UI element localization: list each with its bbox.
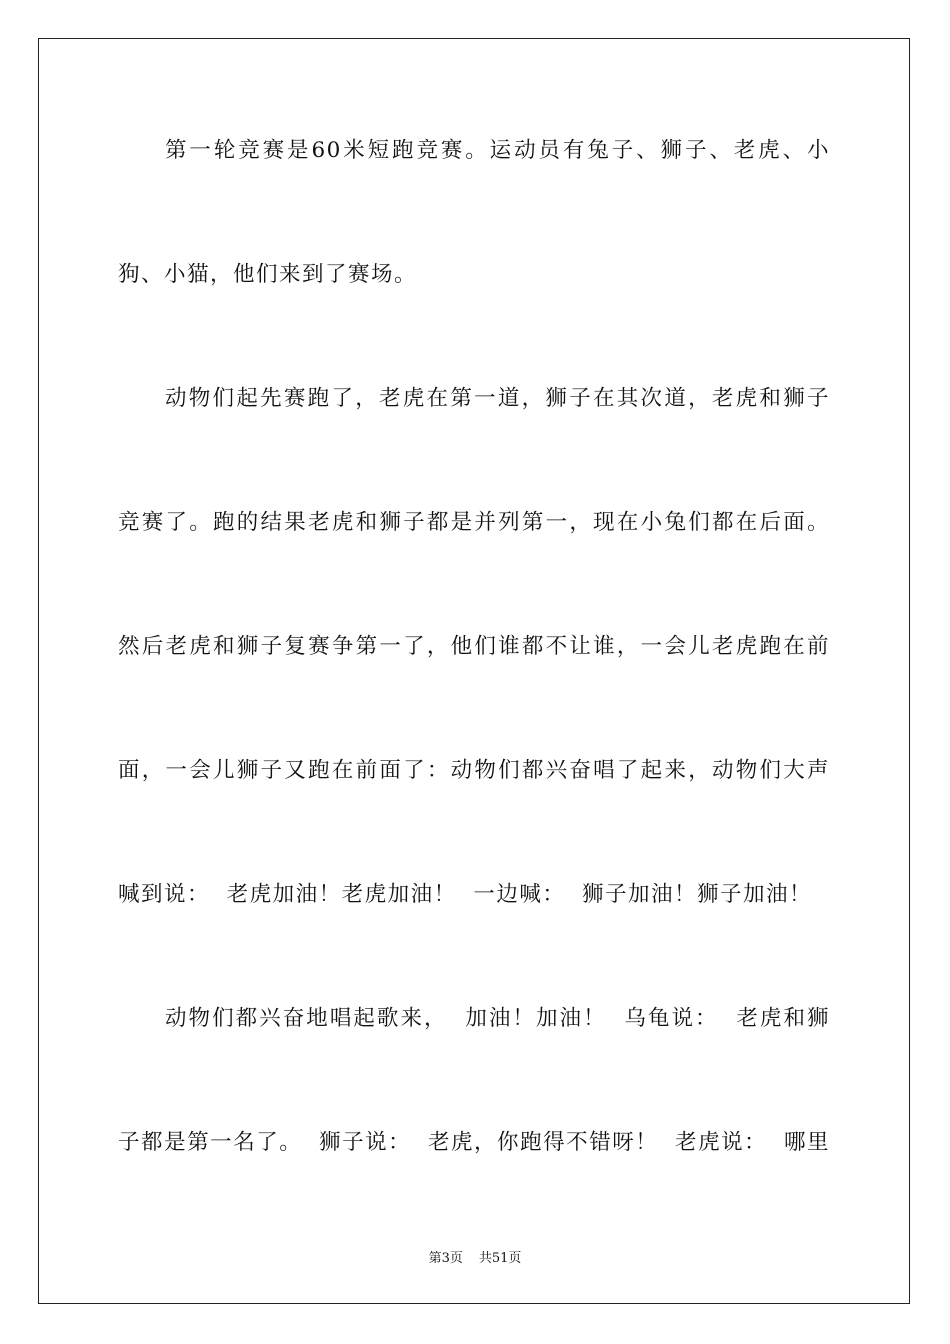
text-line-1: 第一轮竞赛是60米短跑竞赛。运动员有兔子、狮子、老虎、小: [165, 138, 830, 163]
text-line-5: 然后老虎和狮子复赛争第一了，他们谁都不让谁，一会儿老虎跑在前: [118, 634, 830, 659]
text-line-4: 竞赛了。跑的结果老虎和狮子都是并列第一，现在小兔们都在后面。: [118, 510, 830, 535]
text-line-3: 动物们起先赛跑了，老虎在第一道，狮子在其次道，老虎和狮子: [165, 386, 830, 411]
page-number: 第3页: [428, 1251, 463, 1266]
page-border: [38, 38, 910, 1304]
text-line-8: 动物们都兴奋地唱起歌来， 加油！加油！ 乌龟说： 老虎和狮: [165, 1006, 830, 1031]
total-pages: 共51页: [478, 1251, 522, 1266]
text-line-6: 面，一会儿狮子又跑在前面了：动物们都兴奋唱了起来，动物们大声: [118, 758, 830, 783]
text-line-2: 狗、小猫，他们来到了赛场。: [118, 262, 418, 287]
text-line-9: 子都是第一名了。 狮子说： 老虎，你跑得不错呀！ 老虎说： 哪里: [118, 1130, 830, 1155]
page-footer: [0, 1247, 950, 1266]
text-line-7: 喊到说： 老虎加油！老虎加油！ 一边喊： 狮子加油！狮子加油！: [118, 882, 813, 907]
